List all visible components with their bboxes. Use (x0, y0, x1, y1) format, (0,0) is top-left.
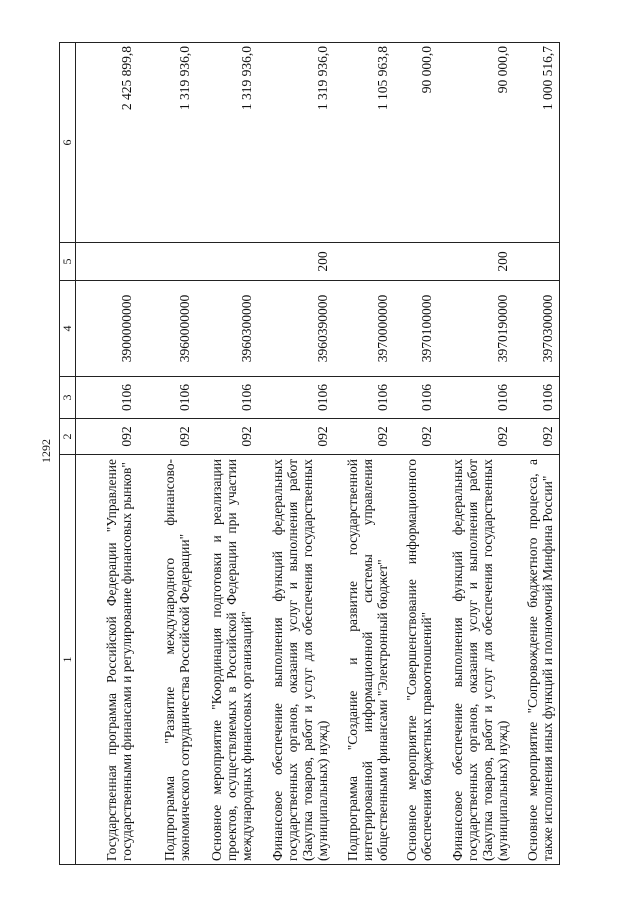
row-section: 0106 (334, 377, 394, 419)
row-name: Финансовое обеспечение выполнения функций федеральных государственных органов, оказания услуг и выполнения работ (Закупка товаров, работ и услуг для обеспечения государственных (муниципальных) нужд) (258, 455, 334, 865)
row-target: 3970190000 (438, 281, 514, 377)
row-expense (138, 243, 196, 281)
table-row (394, 43, 438, 865)
row-ministry: 092 (196, 419, 258, 455)
row-ministry: 092 (76, 419, 138, 455)
row-amount: 90 000,0 (394, 43, 438, 243)
row-section: 0106 (514, 377, 560, 419)
row-amount: 1 319 936,0 (138, 43, 196, 243)
row-name: Основное мероприятие "Координация подготовки и реализации проектов, осуществляемых в Российской Федерации при участии международных финансовых организаций" (196, 455, 258, 865)
row-name: Подпрограмма "Развитие международного финансово-экономического сотрудничества Российской Федерации" (138, 455, 196, 865)
row-ministry: 092 (438, 419, 514, 455)
row-expense (76, 243, 138, 281)
row-target: 3970000000 (334, 281, 394, 377)
row-section: 0106 (394, 377, 438, 419)
row-expense (334, 243, 394, 281)
row-name: Финансовое обеспечение выполнения функций федеральных государственных органов, оказания услуг и выполнения работ (Закупка товаров, работ и услуг для обеспечения государственных (муниципальных) нужд) (438, 455, 514, 865)
row-target: 3960300000 (196, 281, 258, 377)
row-section: 0106 (196, 377, 258, 419)
row-ministry: 092 (138, 419, 196, 455)
table-row (196, 43, 258, 865)
header-cell-ministry: 2 (60, 419, 76, 455)
header-cell-name: 1 (60, 455, 76, 865)
row-target: 3970300000 (514, 281, 560, 377)
row-section: 0106 (258, 377, 334, 419)
header-cell-target: 4 (60, 281, 76, 377)
row-section: 0106 (138, 377, 196, 419)
row-section: 0106 (438, 377, 514, 419)
row-expense (394, 243, 438, 281)
header-cell-section: 3 (60, 377, 76, 419)
budget-table (59, 42, 560, 865)
row-ministry: 092 (514, 419, 560, 455)
table-row (438, 43, 514, 865)
row-amount: 1 105 963,8 (334, 43, 394, 243)
row-name: Основное мероприятие "Совершенствование информационного обеспечения бюджетных правоотношений" (394, 455, 438, 865)
table-row (138, 43, 196, 865)
row-amount: 1 319 936,0 (258, 43, 334, 243)
row-name: Подпрограмма "Создание и развитие государственной интегрированной информационной системы управления общественными финансами "Электронный бюджет" (334, 455, 394, 865)
row-amount: 1 000 516,7 (514, 43, 560, 243)
row-ministry: 092 (334, 419, 394, 455)
row-target: 3960390000 (258, 281, 334, 377)
budget-table-container (59, 43, 621, 865)
row-section: 0106 (76, 377, 138, 419)
row-target: 3960000000 (138, 281, 196, 377)
table-row (334, 43, 394, 865)
row-expense: 200 (438, 243, 514, 281)
row-ministry: 092 (258, 419, 334, 455)
row-expense (514, 243, 560, 281)
row-target: 3970100000 (394, 281, 438, 377)
page-number: 1292 (39, 439, 53, 463)
row-ministry: 092 (394, 419, 438, 455)
row-name: Государственная программа Российской Федерации "Управление государственными финансами и регулирование финансовых рынков" (76, 455, 138, 865)
header-cell-amount: 6 (60, 43, 76, 243)
table-row (258, 43, 334, 865)
row-expense: 200 (258, 243, 334, 281)
row-amount: 90 000,0 (438, 43, 514, 243)
table-header-row (60, 43, 76, 865)
header-cell-expense: 5 (60, 243, 76, 281)
table-row (514, 43, 560, 865)
table-row (76, 43, 138, 865)
row-amount: 1 319 936,0 (196, 43, 258, 243)
row-name: Основное мероприятие "Сопровождение бюджетного процесса, а также исполнения иных функций и полномочий Минфина России" (514, 455, 560, 865)
row-target: 3900000000 (76, 281, 138, 377)
row-amount: 2 425 899,8 (76, 43, 138, 243)
row-expense (196, 243, 258, 281)
table-body (76, 43, 560, 865)
